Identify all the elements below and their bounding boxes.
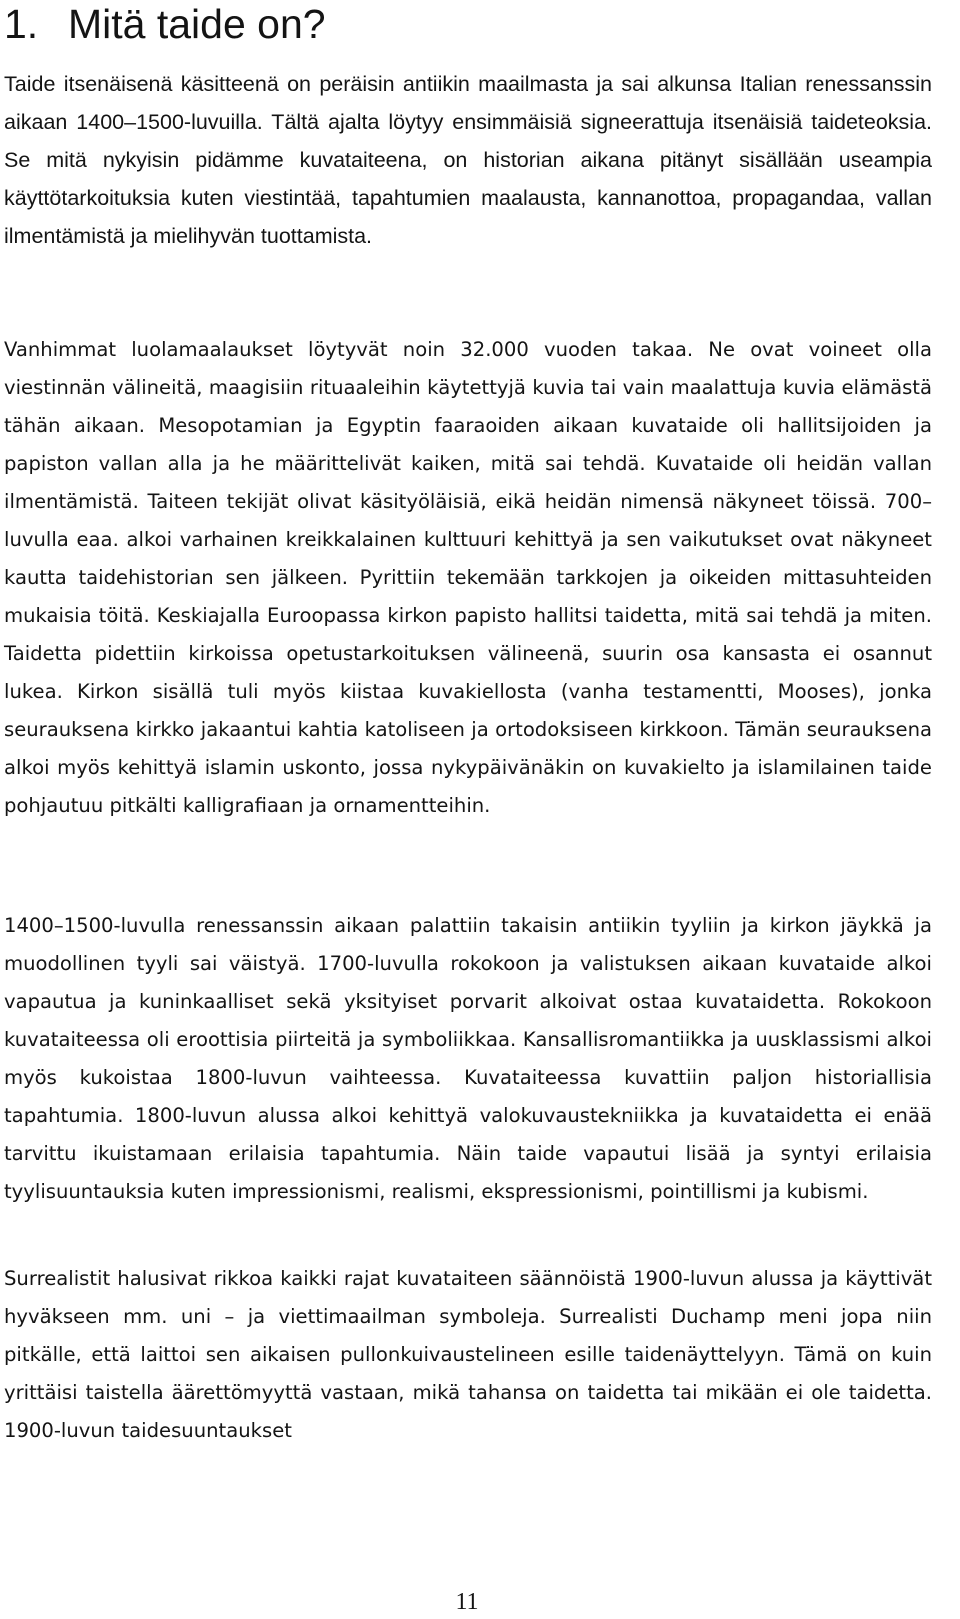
chapter-number: 1. — [4, 1, 39, 47]
chapter-title: Mitä taide on? — [68, 1, 326, 47]
page-number: 11 — [455, 1589, 479, 1615]
paragraph-history: Vanhimmat luolamaalaukset löytyvät noin 32.000 vuoden takaa. Ne ovat voineet olla viestinnän välineitä, maagisiin rituaaleihin käytettyjä kuvia tai vain maalattuja kuvia elämästä tähän aikaan. Mesopotamian ja Egyptin faaraoiden aikaan kuvataide oli hallitsijoiden ja papiston vallan alla ja he määrittelivät kaiken, mitä sai tehdä. Kuvataide oli heidän vallan ilmentämistä. Taiteen tekijät olivat käsityöläisiä, eikä heidän nimensä näkyneet töissä. 700–luvulla eaa. alkoi varhainen kreikkalainen kulttuuri kehittyä ja sen vaikutukset ovat näkyneet kautta taidehistorian sen jälkeen. Pyrittiin tekemään tarkkojen ja oikeiden mittasuhteiden mukaisia töitä. Keskiajalla Euroopassa kirkon papisto hallitsi taidetta, mitä sai tehdä ja miten. Taidetta pidettiin kirkoissa opetustarkoituksen välineenä, suurin osa kansasta ei osannut lukea. Kirkon sisällä tuli myös kiistaa kuvakiellosta (vanha testamentti, Mooses), jonka seurauksena kirkko jakaantui kahtia katoliseen ja ortodoksiseen kirkkoon. Tämän seurauksena alkoi myös kehittyä islamin uskonto, jossa nykypäivänäkin on kuvakielto ja islamilainen taide pohjautuu pitkälti kalligrafiaan ja ornamentteihin. — [4, 338, 932, 817]
paragraph-renaissance: 1400–1500-luvulla renessanssin aikaan palattiin takaisin antiikin tyyliin ja kirkon jäykkä ja muodollinen tyyli sai väistyä. 1700-luvulla rokokoon ja valistuksen aikaan kuvataide alkoi vapautua ja kuninkaalliset sekä yksityiset porvarit alkoivat ostaa kuvataidetta. Rokokoon kuvataiteessa oli eroottisia piirteitä ja symboliikkaa. Kansallisromantiikka ja uusklassismi alkoi myös kukoistaa 1800-luvun vaihteessa. Kuvataiteessa kuvattiin paljon historiallisia tapahtumia. 1800-luvun alussa alkoi kehittyä valokuvaustekniikka ja kuvataidetta ei enää tarvittu ikuistamaan erilaisia tapahtumia. Näin taide vapautui lisää ja syntyi erilaisia tyylisuuntauksia kuten impressionismi, realismi, ekspressionismi, pointillismi ja kubismi. — [4, 914, 932, 1203]
chapter-heading — [4, 0, 326, 48]
paragraph-surrealism: Surrealistit halusivat rikkoa kaikki rajat kuvataiteen säännöistä 1900-luvun alussa ja käyttivät hyväkseen mm. uni – ja viettimaailman symboleja. Surrealisti Duchamp meni jopa niin pitkälle, että laittoi sen aikaisen pullonkuivaustelineen esille taidenäyttelyyn. Tämä on kuin yrittäisi taistella äärettömyyttä vastaan, mikä tahansa on taidetta tai mikään ei ole taidetta. 1900-luvun taidesuuntaukset — [4, 1267, 932, 1442]
paragraph-intro: Taide itsenäisenä käsitteenä on peräisin antiikin maailmasta ja sai alkunsa Italian renessanssin aikaan 1400–1500-luvuilla. Tältä ajalta löytyy ensimmäisiä signeerattuja itsenäisiä taideteoksia. Se mitä nykyisin pidämme kuvataiteena, on historian aikana pitänyt sisällään useampia käyttötarkoituksia kuten viestintää, tapahtumien maalausta, kannanottoa, propagandaa, vallan ilmentämistä ja mielihyvän tuottamista. — [4, 72, 932, 248]
